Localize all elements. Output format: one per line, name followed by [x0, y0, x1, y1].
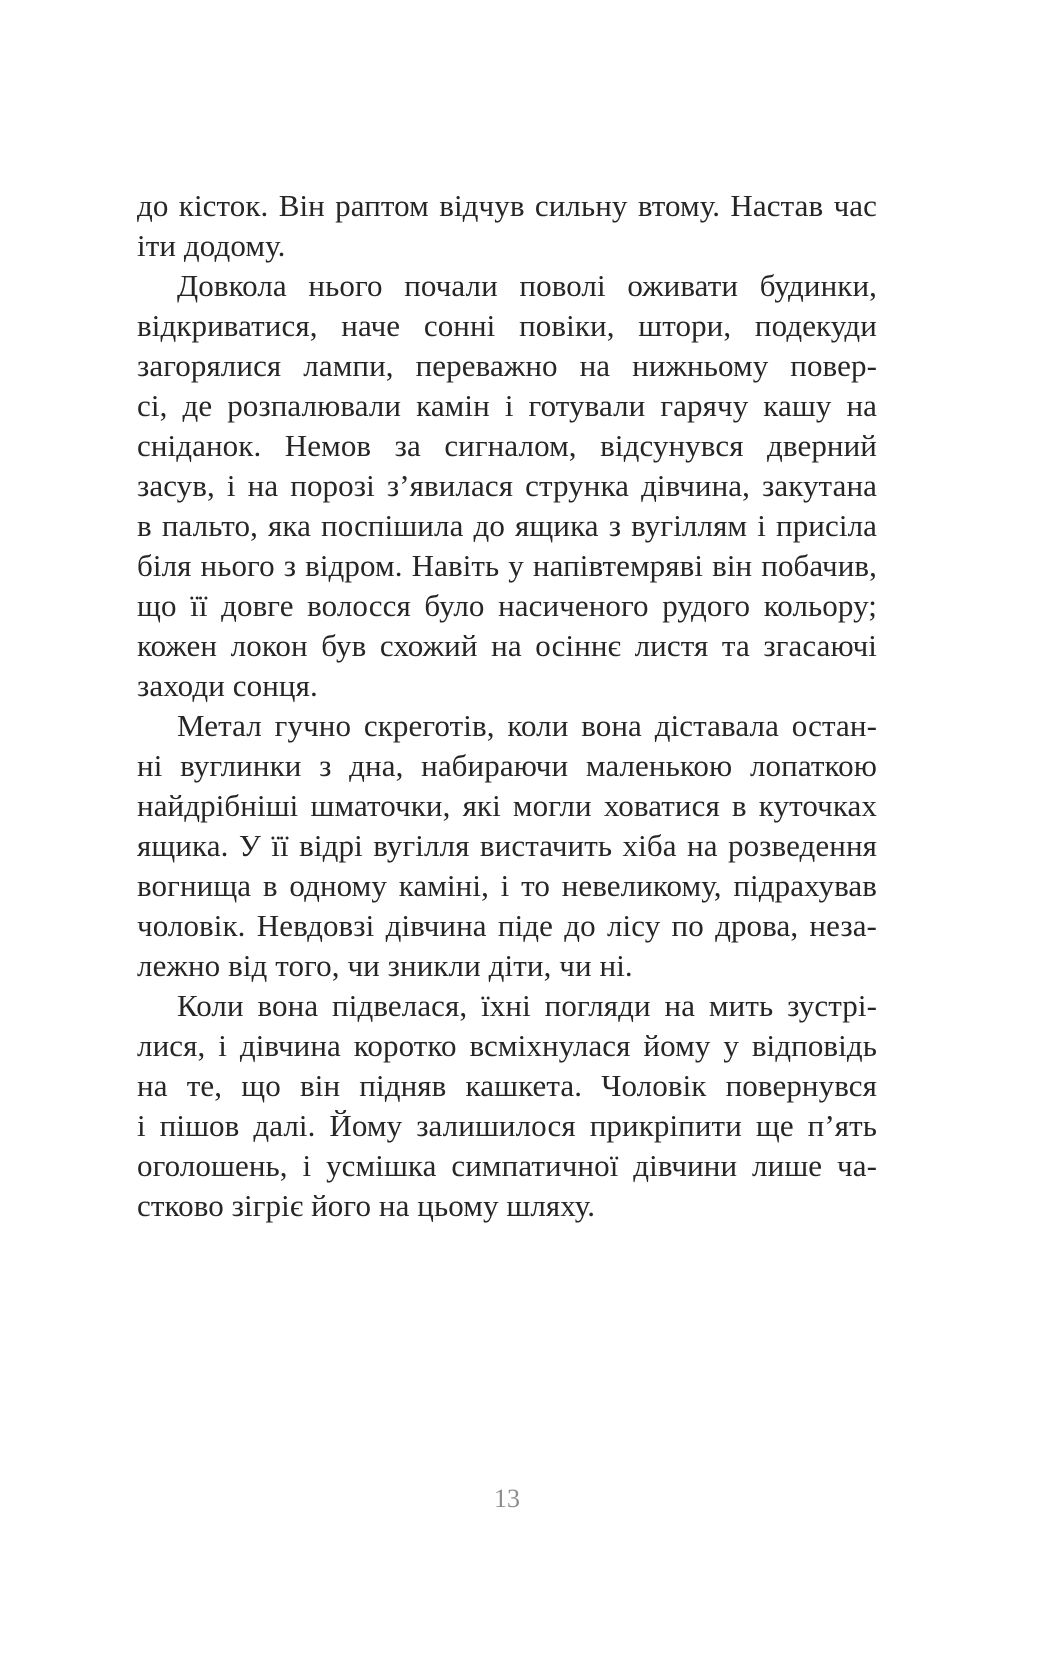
text-line: стково зігріє його на цьому шляху.: [137, 1188, 596, 1223]
text-line: Коли вона підвелася, їхні погляди на мить зустрі-: [177, 988, 877, 1023]
paragraph: [137, 186, 877, 266]
text-line: в пальто, яка поспішила до ящика з вугіллям і присіла: [137, 508, 877, 543]
text-line: загорялися лампи, переважно на нижньому повер-: [137, 348, 877, 383]
text-line: вогнища в одному каміні, і то невеликому, підрахував: [137, 868, 877, 903]
text-block: [137, 186, 877, 1226]
text-line: Довкола нього почали поволі оживати будинки,: [177, 268, 877, 303]
text-line: Метал гучно скреготів, коли вона діставала остан-: [177, 708, 877, 743]
text-line: оголошень, і усмішка симпатичної дівчини лише ча-: [137, 1148, 877, 1183]
text-line: на те, що він підняв кашкета. Чоловік повернувся: [137, 1068, 877, 1103]
text-line: біля нього з відром. Навіть у напівтемряві він побачив,: [137, 548, 877, 583]
paragraph: [137, 706, 877, 986]
text-line: кожен локон був схожий на осіннє листя та згасаючі: [137, 628, 877, 663]
text-line: найдрібніші шматочки, які могли ховатися в куточках: [137, 788, 877, 823]
text-line: заходи сонця.: [137, 668, 318, 703]
text-line: лежно від того, чи зникли діти, чи ні.: [137, 948, 633, 983]
text-line: і пішов далі. Йому залишилося прикріпити ще п’ять: [137, 1108, 877, 1143]
paragraph: [137, 266, 877, 706]
text-line: відкриватися, наче сонні повіки, штори, подекуди: [137, 308, 877, 343]
text-line: сі, де розпалювали камін і готували гарячу кашу на: [137, 388, 877, 423]
page-number: 13: [494, 1484, 520, 1513]
text-line: засув, і на порозі з’явилася струнка дівчина, закутана: [137, 468, 877, 503]
text-line: ящика. У її відрі вугілля вистачить хіба на розведення: [137, 828, 877, 863]
text-line: що її довге волосся було насиченого рудого кольору;: [137, 588, 877, 623]
paragraph: [137, 986, 877, 1226]
text-line: ні вуглинки з дна, набираючи маленькою лопаткою: [137, 748, 877, 783]
text-line: до кісток. Він раптом відчув сильну втому. Настав час: [137, 188, 877, 223]
text-line: чоловік. Невдовзі дівчина піде до лісу по дрова, неза-: [137, 908, 877, 943]
text-line: лися, і дівчина коротко всміхнулася йому у відповідь: [137, 1028, 877, 1063]
text-line: сніданок. Немов за сигналом, відсунувся дверний: [137, 428, 877, 463]
text-line: іти додому.: [137, 228, 286, 263]
